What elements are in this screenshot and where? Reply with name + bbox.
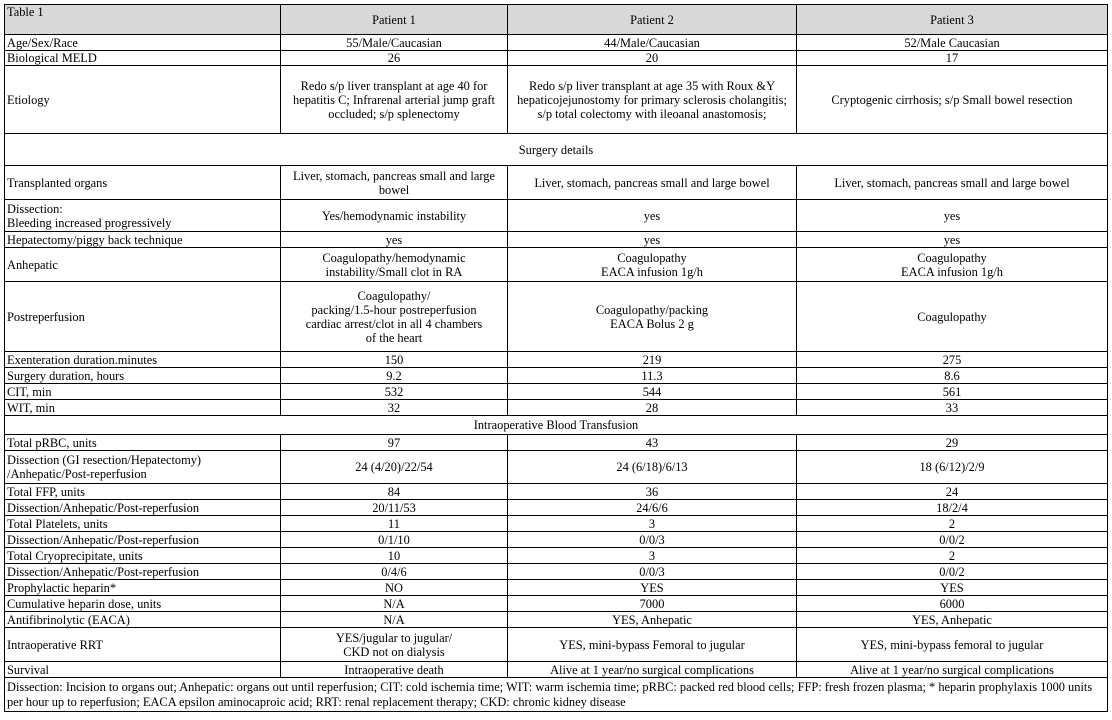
row-label: Cumulative heparin dose, units xyxy=(5,596,281,612)
cell-patient-1: 9.2 xyxy=(281,368,508,384)
cell-line: YES, mini-bypass femoral to jugular xyxy=(860,637,1044,652)
table-row xyxy=(5,435,1108,451)
row-label: Total FFP, units xyxy=(5,484,281,500)
row-label: Dissection/Anhepatic/Post-reperfusion xyxy=(5,532,281,548)
cell-patient-3: 561 xyxy=(797,384,1108,400)
table-row xyxy=(5,484,1108,500)
cell-patient-2: 0/0/3 xyxy=(508,532,797,548)
row-label: Total Platelets, units xyxy=(5,516,281,532)
cell-patient-3: 52/Male Caucasian xyxy=(797,35,1108,51)
table-row xyxy=(5,580,1108,596)
row-label xyxy=(5,451,281,484)
cell-patient-3: YES, Anhepatic xyxy=(797,612,1108,628)
cell-patient-2: YES, Anhepatic xyxy=(508,612,797,628)
cell-patient-3: 0/0/2 xyxy=(797,532,1108,548)
table-row xyxy=(5,66,1108,134)
cell-patient-3: 0/0/2 xyxy=(797,564,1108,580)
header-patient-1: Patient 1 xyxy=(281,5,508,35)
cell-patient-3: YES xyxy=(797,580,1108,596)
cell-line: Coagulopathy xyxy=(917,250,987,265)
cell-patient-2: 544 xyxy=(508,384,797,400)
section-row xyxy=(5,416,1108,435)
cell-patient-1: 11 xyxy=(281,516,508,532)
cell-patient-1: N/A xyxy=(281,596,508,612)
cell-patient-1: 84 xyxy=(281,484,508,500)
cell-line: of the heart xyxy=(365,330,423,345)
cell-patient-3: Cryptogenic cirrhosis; s/p Small bowel resection xyxy=(797,66,1108,134)
table-row xyxy=(5,516,1108,532)
table-row xyxy=(5,628,1108,662)
table-row xyxy=(5,248,1108,282)
cell-patient-3: 8.6 xyxy=(797,368,1108,384)
row-label: Etiology xyxy=(5,66,281,134)
cell-patient-3: 29 xyxy=(797,435,1108,451)
row-label-line: Dissection (GI resection/Hepatectomy) xyxy=(7,453,202,467)
table-footnote: Dissection: Incision to organs out; Anhepatic: organs out until reperfusion; CIT: cold ischemia time; WIT: warm ischemia time; pRBC: packed red blood cells; FFP: fresh frozen plasma; * heparin prophylaxis 1000 units per hour up to reperfusion; EACA epsilon aminocaproic acid; RRT: renal replacement therapy; CKD: chronic kidney disease xyxy=(5,678,1108,712)
cell-patient-3: yes xyxy=(797,232,1108,248)
section-title: Surgery details xyxy=(5,134,1108,166)
row-label: Dissection/Anhepatic/Post-reperfusion xyxy=(5,564,281,580)
table-row xyxy=(5,368,1108,384)
cell-patient-2: 43 xyxy=(508,435,797,451)
cell-patient-2: 24/6/6 xyxy=(508,500,797,516)
table-header-row xyxy=(5,5,1108,35)
cell-patient-1: 24 (4/20)/22/54 xyxy=(281,451,508,484)
row-label: Intraoperative RRT xyxy=(5,628,281,662)
header-patient-3: Patient 3 xyxy=(797,5,1108,35)
cell-patient-3: 6000 xyxy=(797,596,1108,612)
cell-patient-1: Liver, stomach, pancreas small and large bowel xyxy=(281,166,508,200)
table-row xyxy=(5,35,1108,51)
row-label-line: Bleeding increased progressively xyxy=(7,215,172,230)
cell-line: cardiac arrest/clot in all 4 chambers xyxy=(305,316,483,331)
table-row xyxy=(5,532,1108,548)
cell-patient-1: Redo s/p liver transplant at age 40 for hepatitis C; Infrarenal arterial jump graft occluded; s/p splenectomy xyxy=(281,66,508,134)
cell-patient-3 xyxy=(797,628,1108,662)
table-row xyxy=(5,51,1108,66)
cell-patient-3 xyxy=(797,282,1108,352)
cell-patient-2: 24 (6/18)/6/13 xyxy=(508,451,797,484)
footnote-row xyxy=(5,678,1108,712)
patient-table xyxy=(4,4,1108,712)
cell-patient-3: 18 (6/12)/2/9 xyxy=(797,451,1108,484)
cell-patient-1: 97 xyxy=(281,435,508,451)
row-label: Survival xyxy=(5,662,281,678)
cell-line: CKD not on dialysis xyxy=(343,644,445,659)
row-label: Biological MELD xyxy=(5,51,281,66)
cell-patient-2: 3 xyxy=(508,516,797,532)
table-caption: Table 1 xyxy=(5,5,281,35)
cell-patient-3: Alive at 1 year/no surgical complications xyxy=(797,662,1108,678)
cell-patient-2: 11.3 xyxy=(508,368,797,384)
cell-patient-2: 7000 xyxy=(508,596,797,612)
cell-patient-1: 150 xyxy=(281,352,508,368)
cell-patient-1: 26 xyxy=(281,51,508,66)
row-label: Exenteration duration.minutes xyxy=(5,352,281,368)
cell-patient-2: yes xyxy=(508,200,797,232)
cell-patient-2 xyxy=(508,282,797,352)
row-label-line: Dissection: xyxy=(7,201,63,216)
cell-patient-2: yes xyxy=(508,232,797,248)
cell-patient-3: 2 xyxy=(797,516,1108,532)
cell-patient-2: 0/0/3 xyxy=(508,564,797,580)
row-label: Surgery duration, hours xyxy=(5,368,281,384)
cell-patient-1 xyxy=(281,282,508,352)
row-label: Transplanted organs xyxy=(5,166,281,200)
cell-patient-1: 532 xyxy=(281,384,508,400)
cell-patient-3: yes xyxy=(797,200,1108,232)
cell-patient-1: N/A xyxy=(281,612,508,628)
row-label: Postreperfusion xyxy=(5,282,281,352)
cell-patient-2: Alive at 1 year/no surgical complications xyxy=(508,662,797,678)
cell-patient-1: 20/11/53 xyxy=(281,500,508,516)
cell-patient-2 xyxy=(508,248,797,282)
cell-patient-2: 36 xyxy=(508,484,797,500)
header-patient-2: Patient 2 xyxy=(508,5,797,35)
cell-line: EACA infusion 1g/h xyxy=(901,264,1003,279)
row-label: Dissection/Anhepatic/Post-reperfusion xyxy=(5,500,281,516)
cell-line: YES, mini-bypass Femoral to jugular xyxy=(559,637,745,652)
cell-line: Coagulopathy/hemodynamic xyxy=(322,250,466,265)
cell-patient-3: Liver, stomach, pancreas small and large bowel xyxy=(797,166,1108,200)
cell-patient-3: 17 xyxy=(797,51,1108,66)
table-row xyxy=(5,564,1108,580)
cell-patient-1: 10 xyxy=(281,548,508,564)
cell-patient-2: 28 xyxy=(508,400,797,416)
cell-patient-1 xyxy=(281,628,508,662)
cell-patient-1: Yes/hemodynamic instability xyxy=(281,200,508,232)
cell-patient-1: 0/1/10 xyxy=(281,532,508,548)
section-row xyxy=(5,134,1108,166)
table-row xyxy=(5,612,1108,628)
cell-line: Coagulopathy xyxy=(617,250,687,265)
row-label: Hepatectomy/piggy back technique xyxy=(5,232,281,248)
cell-line: EACA Bolus 2 g xyxy=(610,316,694,331)
table-row xyxy=(5,548,1108,564)
cell-patient-1: NO xyxy=(281,580,508,596)
cell-line: YES/jugular to jugular/ xyxy=(335,630,453,645)
row-label: Total Cryoprecipitate, units xyxy=(5,548,281,564)
table-row xyxy=(5,200,1108,232)
row-label: Prophylactic heparin* xyxy=(5,580,281,596)
document-page xyxy=(4,4,1108,712)
row-label: Antifibrinolytic (EACA) xyxy=(5,612,281,628)
table-row xyxy=(5,451,1108,484)
cell-patient-3: 18/2/4 xyxy=(797,500,1108,516)
cell-line: Coagulopathy/ xyxy=(357,288,431,303)
table-row xyxy=(5,232,1108,248)
cell-patient-3: 24 xyxy=(797,484,1108,500)
cell-patient-1: 0/4/6 xyxy=(281,564,508,580)
row-label: Total pRBC, units xyxy=(5,435,281,451)
cell-line: instability/Small clot in RA xyxy=(325,264,463,279)
cell-patient-2: 44/Male/Caucasian xyxy=(508,35,797,51)
cell-line: EACA infusion 1g/h xyxy=(601,264,703,279)
cell-patient-2: Liver, stomach, pancreas small and large bowel xyxy=(508,166,797,200)
cell-patient-2: 3 xyxy=(508,548,797,564)
cell-patient-1: Intraoperative death xyxy=(281,662,508,678)
cell-line: Coagulopathy/packing xyxy=(595,302,709,317)
row-label: WIT, min xyxy=(5,400,281,416)
table-body xyxy=(5,5,1108,712)
cell-patient-3: 33 xyxy=(797,400,1108,416)
cell-patient-1: 55/Male/Caucasian xyxy=(281,35,508,51)
row-label: Age/Sex/Race xyxy=(5,35,281,51)
table-row xyxy=(5,662,1108,678)
cell-patient-3 xyxy=(797,248,1108,282)
table-row xyxy=(5,596,1108,612)
cell-patient-1: 32 xyxy=(281,400,508,416)
table-row xyxy=(5,352,1108,368)
cell-patient-2: Redo s/p liver transplant at age 35 with Roux &Y hepaticojejunostomy for primary sclerosis cholangitis; s/p total colectomy with ileoanal anastomosis; xyxy=(508,66,797,134)
table-row xyxy=(5,400,1108,416)
row-label xyxy=(5,200,281,232)
cell-line: packing/1.5-hour postreperfusion xyxy=(311,302,477,317)
table-row xyxy=(5,166,1108,200)
cell-patient-3: 275 xyxy=(797,352,1108,368)
table-row xyxy=(5,384,1108,400)
row-label: CIT, min xyxy=(5,384,281,400)
cell-line: Coagulopathy xyxy=(917,309,987,324)
row-label: Anhepatic xyxy=(5,248,281,282)
cell-patient-1: yes xyxy=(281,232,508,248)
table-row xyxy=(5,500,1108,516)
cell-patient-2: 219 xyxy=(508,352,797,368)
cell-patient-2: 20 xyxy=(508,51,797,66)
cell-patient-3: 2 xyxy=(797,548,1108,564)
cell-patient-2 xyxy=(508,628,797,662)
section-title: Intraoperative Blood Transfusion xyxy=(5,416,1108,435)
cell-patient-2: YES xyxy=(508,580,797,596)
table-row xyxy=(5,282,1108,352)
cell-patient-1 xyxy=(281,248,508,282)
row-label-line: /Anhepatic/Post-reperfusion xyxy=(7,467,147,481)
